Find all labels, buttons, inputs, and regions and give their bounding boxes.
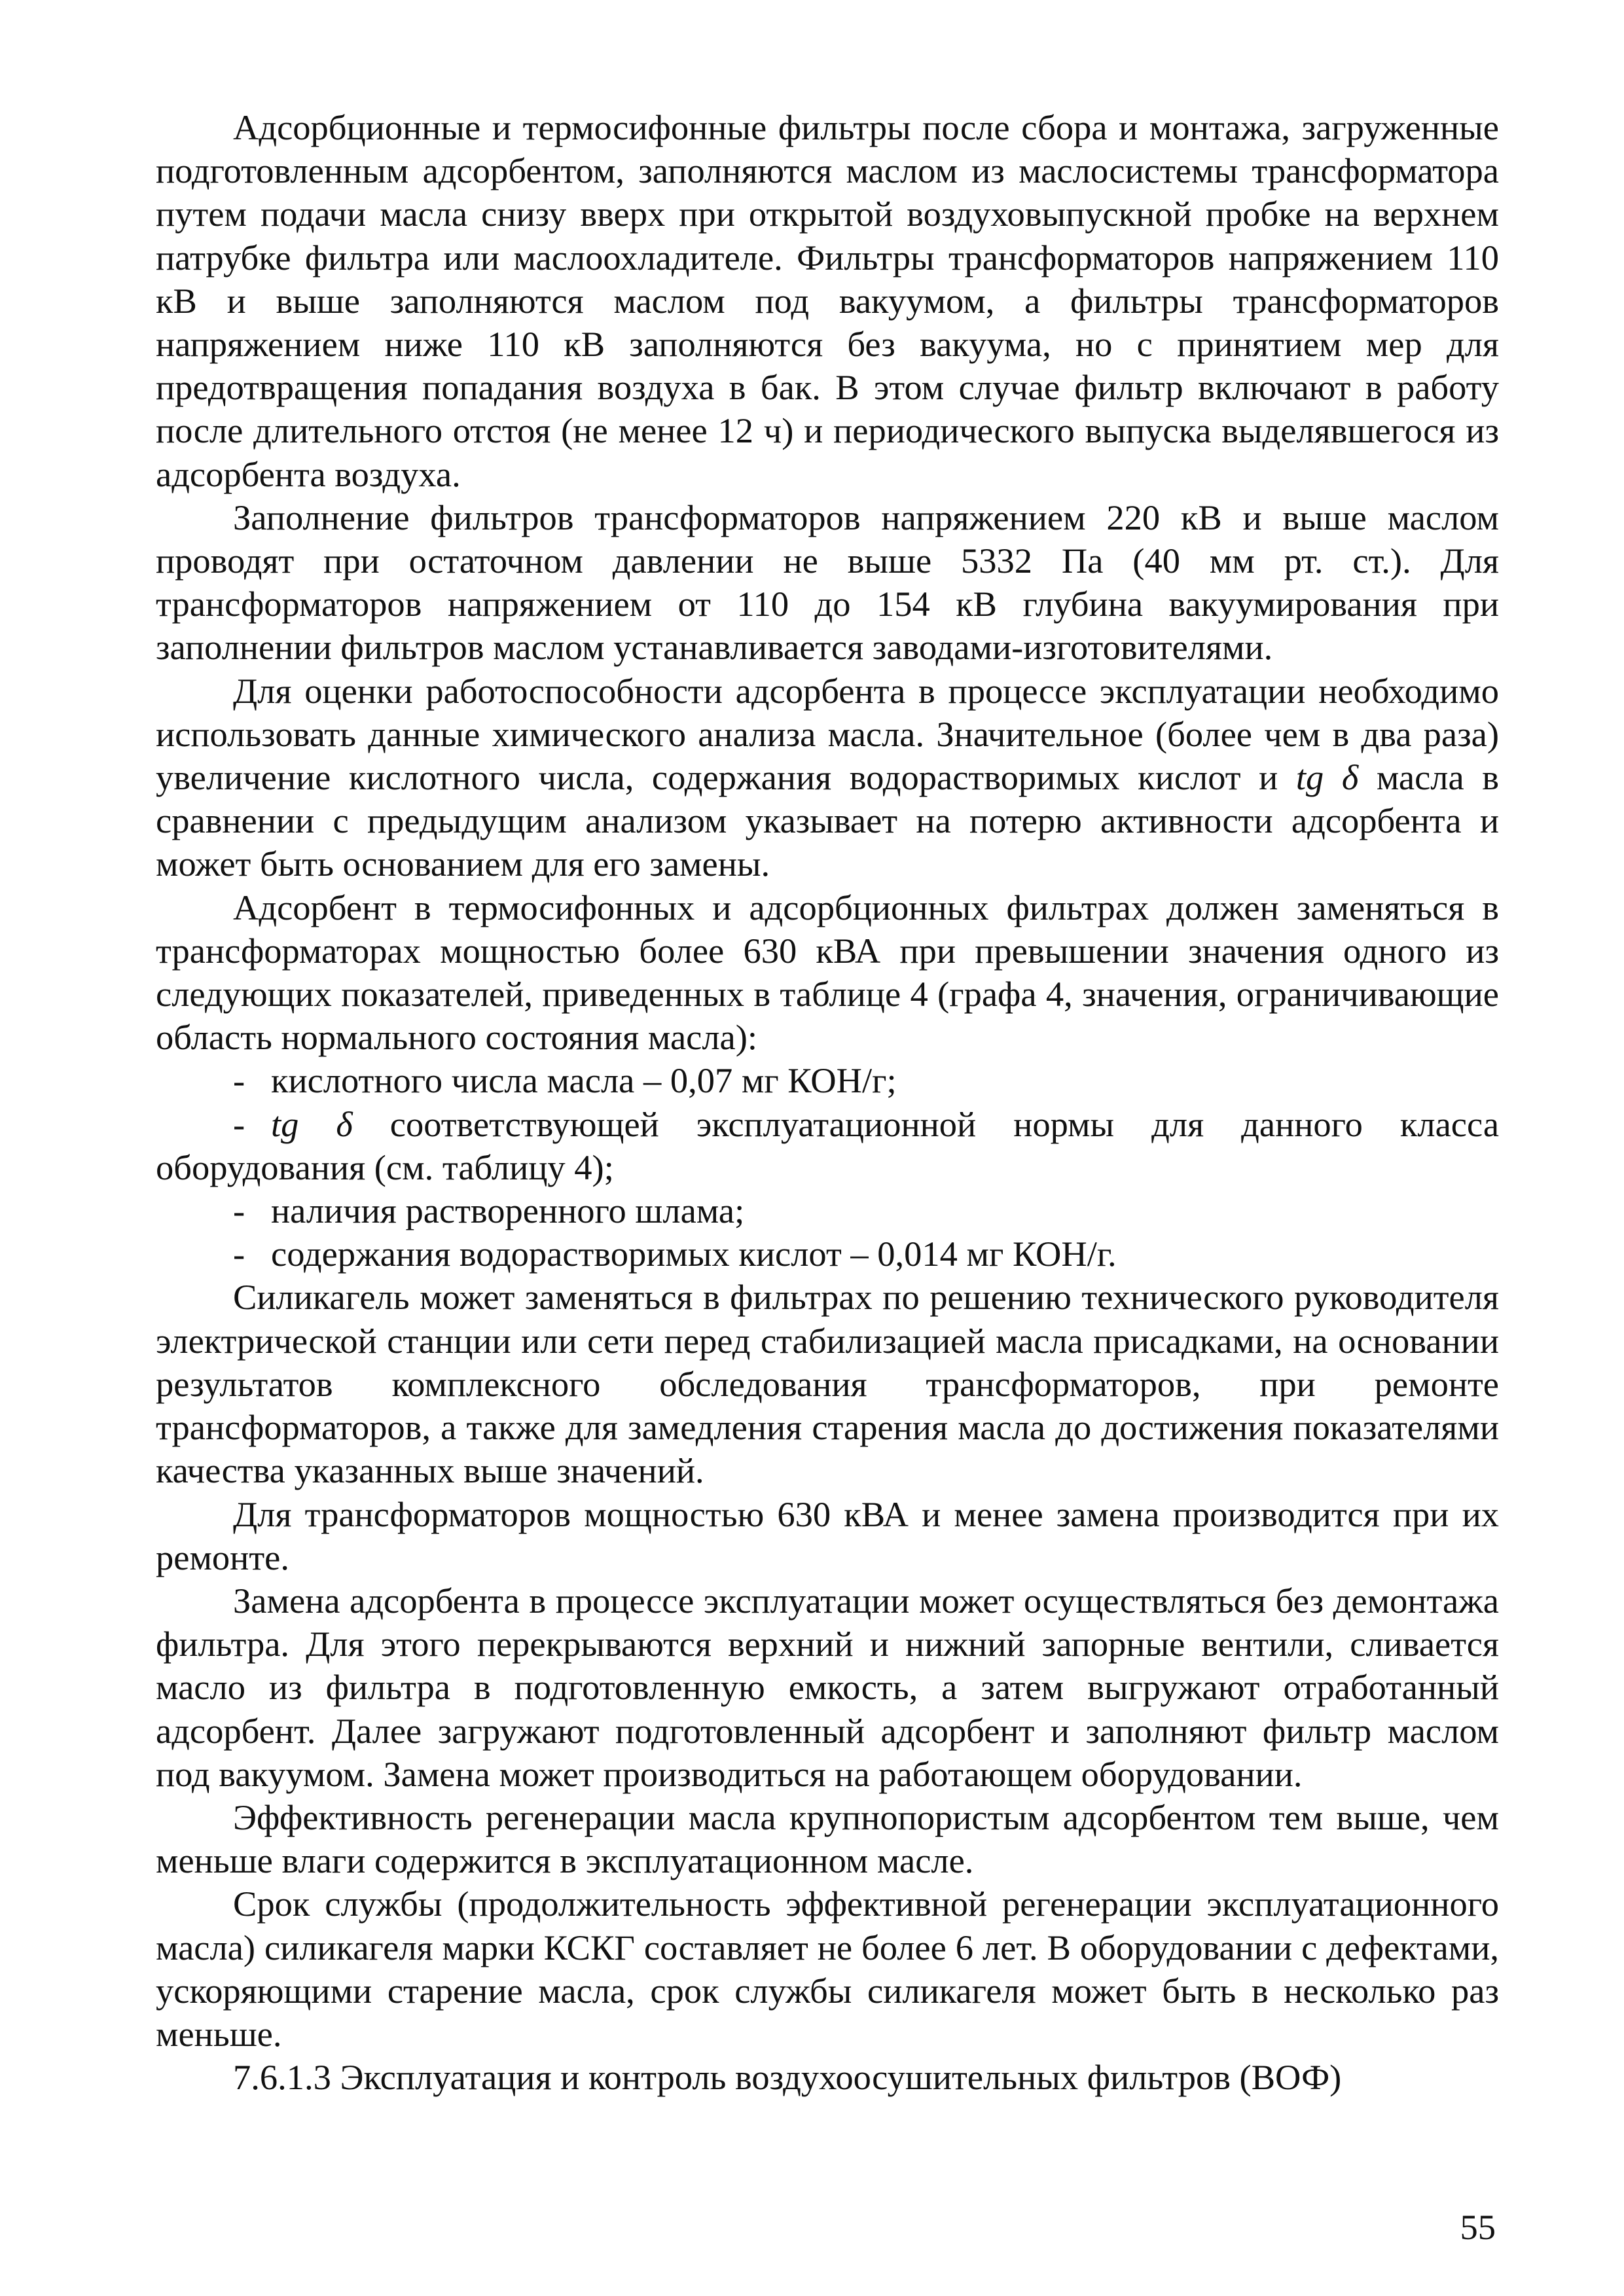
paragraph-text: Для оценки работоспособности адсорбента в процессе эксплуатации необходимо использовать данные химического анализа масла. Значительное (более чем в два раза) увеличение кислотного числа, содержания водорастворимых кислот и (156, 670, 1499, 798)
list-dash: - (233, 1103, 245, 1144)
list-item-text: содержания водорастворимых кислот – 0,014 мг КОН/г. (271, 1234, 1117, 1274)
list-dash: - (233, 1060, 245, 1101)
list-item (156, 1059, 1499, 1102)
list-dash: - (233, 1234, 245, 1274)
tg-delta-symbol: tg δ (271, 1103, 353, 1144)
page-number: 55 (1460, 2207, 1496, 2247)
list-item (156, 1189, 1499, 1232)
paragraph-vacuum-filling: Заполнение фильтров трансформаторов напряжением 220 кВ и выше маслом проводят при остаточном давлении не выше 5332 Па (40 мм рт. ст.). Для трансформаторов напряжением от 110 до 154 кВ глубина вакуумирования при заполнении фильтров маслом устанавливается заводами-изготовителями. (156, 497, 1499, 668)
paragraph-service-life: Срок службы (продолжительность эффективной регенерации эксплуатационного масла) силикагеля марки КСКГ составляет не более 6 лет. В оборудовании с дефектами, ускоряющими старение масла, срок службы силикагеля может быть в несколько раз меньше. (156, 1884, 1499, 2054)
paragraph-silica-gel: Силикагель может заменяться в фильтрах по решению технического руководителя электрической станции или сети перед стабилизацией масла присадками, на основании результатов комплексного обследования трансформаторов, при ремонте трансформаторов, а также для замедления старения масла до достижения показателями качества указанных выше значений. (156, 1277, 1499, 1491)
paragraph-filter-filling: Адсорбционные и термосифонные фильтры после сбора и монтажа, загруженные подготовленным адсорбентом, заполняются маслом из маслосистемы трансформатора путем подачи масла снизу вверх при открытой воздуховыпускной пробке на верхнем патрубке фильтра или маслоохладителе. Фильтры трансформаторов напряжением 110 кВ и выше заполняются маслом под вакуумом, а фильтры трансформаторов напряжением ниже 110 кВ заполняются без вакуума, но с принятием мер для предотвращения попадания воздуха в бак. В этом случае фильтр включают в работу после длительного отстоя (не менее 12 ч) и периодического выпуска выделявшегося из адсорбента воздуха. (156, 107, 1499, 494)
list-item-text: кислотного числа масла – 0,07 мг КОН/г; (271, 1060, 897, 1101)
paragraph-regeneration-efficiency: Эффективность регенерации масла крупнопористым адсорбентом тем выше, чем меньше влаги содержится в эксплуатационном масле. (156, 1797, 1499, 1881)
paragraph-adsorbent-replacement: Адсорбент в термосифонных и адсорбционных фильтрах должен заменяться в трансформаторах мощностью более 630 кВА при превышении значения одного из следующих показателей, приведенных в таблице 4 (графа 4, значения, ограничивающие область нормального состояния масла): (156, 887, 1499, 1058)
list-dash: - (233, 1191, 245, 1231)
paragraph-replacement-procedure: Замена адсорбента в процессе эксплуатации может осуществляться без демонтажа фильтра. Для этого перекрываются верхний и нижний запорные вентили, сливается масло из фильтра в подготовленную емкость, а затем выгружают отработанный адсорбент. Далее загружают подготовленный адсорбент и заполняют фильтр маслом под вакуумом. Замена может производиться на работающем оборудовании. (156, 1580, 1499, 1794)
list-item (156, 1232, 1499, 1276)
page-body (156, 106, 1499, 2099)
tg-delta-symbol: tg δ (1295, 757, 1359, 798)
section-heading: 7.6.1.3 Эксплуатация и контроль воздухоосушительных фильтров (ВОФ) (233, 2057, 1342, 2098)
paragraph-adsorbent-evaluation (156, 670, 1499, 886)
list-item-text: соответствующей эксплуатационной нормы для данного класса оборудования (см. таблицу 4); (156, 1103, 1500, 1187)
list-item (156, 1103, 1499, 1189)
paragraph-small-transformers: Для трансформаторов мощностью 630 кВА и менее замена производится при их ремонте. (156, 1494, 1499, 1577)
list-item-text: наличия растворенного шлама; (271, 1191, 745, 1231)
paragraph-text: масла в сравнении с предыдущим анализом указывает на потерю активности адсорбента и может быть основанием для его замены. (156, 757, 1500, 884)
